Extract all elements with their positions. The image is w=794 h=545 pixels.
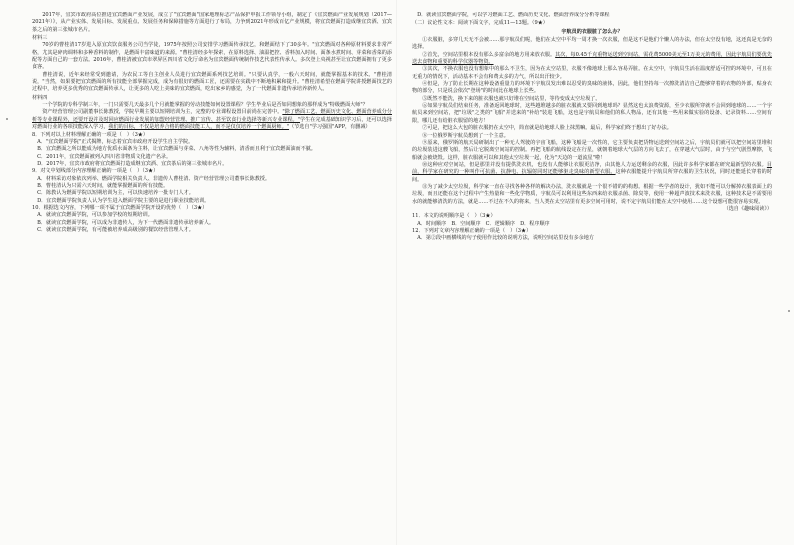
paragraph: ⑥如果宇航员们结束任务，准备返回地球时，这些越堆越多的脏衣服就又要回到地球吗？显然这也太浪费资源，至少衣服所穿就不会回到地球的……一个宇航员来到空间站，把"垃圾"之类的"飞船"并送来的"补给"装进飞船，这也是宇航员和他们的私人物品，还有其他一些用来做实验的设备、记录资料……空间有限，哪儿还有给脏衣服留的地方！ [412, 103, 772, 124]
paragraph [412, 162, 772, 184]
text-run: 资产经营管理公司副董事长陈教授，学院早期主要以短期培训为主，完整的专业课程设置目前尚在完善中。 [42, 109, 283, 116]
q11-options: A．时间顺序 B．空间顺序 C．逻辑顺序 D．程序顺序 [417, 220, 550, 227]
q8-option-a: A．"宜宾燃面学院"正式揭牌，标志着宜宾市政府开设学生自主学院。 [37, 138, 194, 145]
text-run: ②首先，空间站里根本没有那么多富余的地方用来放衣服。 [422, 51, 556, 58]
paragraph: ⑧一位俄罗斯宇航员想到了一个主意。 [422, 132, 509, 139]
paragraph [32, 109, 392, 131]
q10-option-c: C．就读宜宾燃面学院，有可能被培养成高级别的餐饮经营管理人才。 [37, 226, 194, 233]
question-12: 12．下列对文章内容理解正确的一项是（ ）（3★） [412, 227, 532, 234]
right-column [412, 12, 776, 535]
paragraph: ⑤既然不能洗，换下来的脏衣服也就只好堆在空间站里，等待变成太空垃圾了。 [422, 95, 601, 102]
underlined-passage: 其次，每0.45千克重物运送到空间站，需花费5000美元至1万美元的费用，因此宇航员们要优先送去食物和重要的科学仪器等物资。 [412, 51, 772, 66]
paragraph: ⑪为了减少太空垃圾，科学家一直在寻找各种各样的解决办法，洗衣服就是一个很不错的的构想。根据一些学者的设计，犹如不能可以分解掉衣服表面上的垃圾，而且还能在这个过程中产生热量和一些化学物质，宇航员可以利用这些东西来给衣服杀菌、除臭等，使用一种超声波技术来洗衣服，这种技术是不需要用水的就能够清洗的方法，就是……不过在不久的将来，当人类在太空站里有更多空间可用时，说不定宇航员们能在太空中使用……这个设想可能很容易实现。 [412, 183, 772, 205]
page-fold [396, 0, 397, 545]
underlined-passage: "除了燃面工艺、燃面历史文化、燃面营养成分分析等专业课程外，还要开设并及时回应燃面行业发展的加盟经营管理、推广宣传、甚至饮食行业选择等新兴专业课程。" [32, 109, 392, 123]
article-title: 宇航员的衣服脏了怎么办？ [561, 28, 623, 35]
q9-option-b: B．曹桂清认为只需六天时间，就能掌握燃面的所有技能。 [37, 182, 169, 189]
paragraph: ④但是，为了防止长期在这种设备重量力的环境下宇航员发出难以忍受的臭味的液体，因此，他们坚持每一次擦洗清洁自己能够穿着的衣物的外部，贴身衣物的部分，只是说会依次"登场"的时间比在地球上长些。 [412, 81, 772, 95]
underlined-passage: 目前，科学家在研究的一种叫作可抗菌、抗静电、抗辐射同时还能够驱走臭味的新型衣服。 [412, 161, 772, 176]
paragraph: ③其次，不换衣服也没有想象中的那么不卫生，因为在太空站里，衣服不像地球上那么容易弄脏。在太空中，宇航员生活在温度舒适可控的环境中，可且在无重力的情况下，活动基本不会有和费太多的力气，所以出汗较少。 [412, 66, 772, 80]
q8-option-d: D．2017年，宜宾市政府将宜宾燃面打造成继宜宾酒、宜宾茶后的第三张城市名片。 [37, 160, 228, 167]
paragraph: 2017年，宜宾市政府高位推进宜宾燃面产业发展，成立了"宜宾燃面"国家地理标志产品保护申报工作领导小组，制定了《宜宾燃面产业发展规划（2017—2021年）》，从产业实体、发展目标、发展重点、发展任务和保障措施等方面进行了布局，力争到2021年形成百亿产业规模，将宜宾燃面打造成继宜宾酒、宜宾茶之后的第三张城市名片。 [32, 12, 392, 33]
material-three-heading: 材料三 [32, 35, 48, 42]
question-10: 10．根据选文内容，下列哪一项不属于宜宾燃面学院开设的优势（ ）（3★） [32, 204, 208, 211]
q12-option-a: A．第②段中画横线的句子使用作比较的说明方法，说明空间站里没有多余地方 [417, 235, 594, 242]
paragraph: ⑦可是，把这么大包的脏衣服扔在太空中，简直就是给地球人脸上抹黑嘛。最后，科学家们终于想出了好办法。 [422, 125, 672, 132]
q10-option-a: A．就读宜宾燃面学院，可以参加学校的短期培训。 [37, 212, 153, 219]
section-two-heading: （二）议论性文本：阅读下面文字，完成11—13题。（9★） [412, 20, 548, 27]
paragraph: 一个学院的专科学制三年，一门只需要几天最多几个月就能掌握的劳动技能如何设置课程？学生毕业后是否如同想象的那样成为"特级燃面大师"？ [42, 102, 368, 109]
paragraph: 曹桂清说，近年来经常受到邀请，为农民工等自主创业人员进行宜宾燃面系列技艺培训。"只要认真学，一般六天时间，就能掌握基本的技术。"曹桂清说，"当然，如果要把宜宾燃面的所有技能全部掌握完成，成为有很好的燃面工匠，还需要在实践中不断地积累和提升。"曹桂清希望在燃面学院讲授燃面技艺的过程中，培养更多优秀的宜宾燃面传承人，让更多的人吃上美味的宜宾燃面，吃出家乡的感觉，为了一代燃面非遗传承培养新传人。 [32, 71, 392, 93]
paragraph: ①衣服脏，多穿几天无不会被……那宇航员们呢，他们在太空中平均一周才换一次衣服，但是这不是他们个懒人的办法，但在太空没有地，这还真是无奈的选择。 [412, 37, 772, 51]
q10-option-d: D．就读宜宾燃面学院，可以学习燃面工艺、燃面历史文化、燃面营养成分分析等课程 [417, 12, 610, 18]
q8-option-c: C．2011年，宜宾燃面被列入四川省非物质文化遗产名录。 [37, 153, 172, 160]
q10-option-b: B．就读宜宾燃面学院，可以成为非遗传人，为下一代燃面非遗传承培养新人。 [37, 219, 215, 226]
text-run: 这种衣服能提升宇航员所穿衣服的卫生状况，同时还能延长穿着的时间。 [412, 169, 772, 183]
paragraph [412, 52, 772, 67]
source-note: （选自《趣味阅读》） [723, 205, 772, 212]
scan-speck [6, 118, 8, 120]
left-column [18, 12, 392, 535]
paragraph: ⑨原来，俄罗斯的航天局研制出了一种无人驾驶的宇宙飞船，这种飞船是一次性的，它主要负责把货物运送到空间站之后，宇航员们就可以把空间站里堆积的垃圾装进这艘飞船，然后让它脱离空间站的控制。再把飞船的航线设定在行星，就朝着地球大气层的方向飞去了，在穿越大气层时，由于与空气剧烈摩擦，飞船就会被烧毁。这样，脏衣服就可以和其他太空垃圾一起，化为"天边的一道流星"啦！ [412, 139, 772, 161]
question-11: 11．本文的说明顺序是（ ）（3★） [412, 213, 496, 220]
q9-option-d: D．宜宾燃面学院负责人认为学生进入燃面学院主要的是进行职业技能培训。 [37, 197, 210, 204]
question-8: 8．下列对以上材料理解正确的一项是（ ）（3★） [32, 131, 148, 138]
question-9: 9．对文中划线部分内容理解正确的一项是（ ）（3★） [32, 168, 159, 175]
text-run: ⑩这种应对空间站，但是那里并没有提供洗衣机，也没有人能够让衣服更洁净，由其他人力运送剩余的衣服，因此许多科学家都在研究最新型的衣服。 [422, 161, 767, 168]
underlined-passage: 我们的目标，不仅是培养合格的燃面技能工人，而不是仅仅培养一个燃面厨师。" [108, 124, 290, 131]
text-run: 学生在完成基础知识学习后，还可以选择对燃面行业的各项技能深入学习， [32, 116, 392, 131]
q9-option-a: A．材料采访对象依次列举、燃面学院相关负责人、非遗传人曹桂清、资产经营管理公司董事长陈教授。 [37, 175, 270, 182]
q9-option-c: C．陈教认为燃面学院以短期培训为主，可以快速培养一批专门人才。 [37, 190, 194, 197]
scan-speck [788, 310, 790, 312]
q8-option-b: B．宜宾燃面之所以能成为地方优质水面条为主料，让宜宾燃面与芽菜、八角等性为辅料，清香而且利于宜宾燃面油而不腻。 [37, 146, 316, 153]
paragraph: 70岁的曹桂清17岁进入原宜宾饮食服务公司当学徒，1975年按照公司安排学习燃面传承技艺，和燃面结下了30多年。"宜宾燃面对各种原材料要求非常严格，尤其是碎肉调料和多种香料的制作，是燃面丰富味道的来源。"曹桂清经多年探索，在原料选择、油温把控、香料加入时间、面条水煮时间、芽菜和香菜的添配等方面自己的一套方法。2016年，曹桂清被宜宾市翠屏区四川省文化厅命名为宜宾燃面传统制作技艺代表性传承人。多次登上央视甚至让宜宾燃面拥有了更多食客。 [32, 42, 392, 71]
material-four-heading: 材料四 [32, 94, 48, 101]
source-note: （节选自"学习强国"APP，有删减） [289, 124, 371, 131]
